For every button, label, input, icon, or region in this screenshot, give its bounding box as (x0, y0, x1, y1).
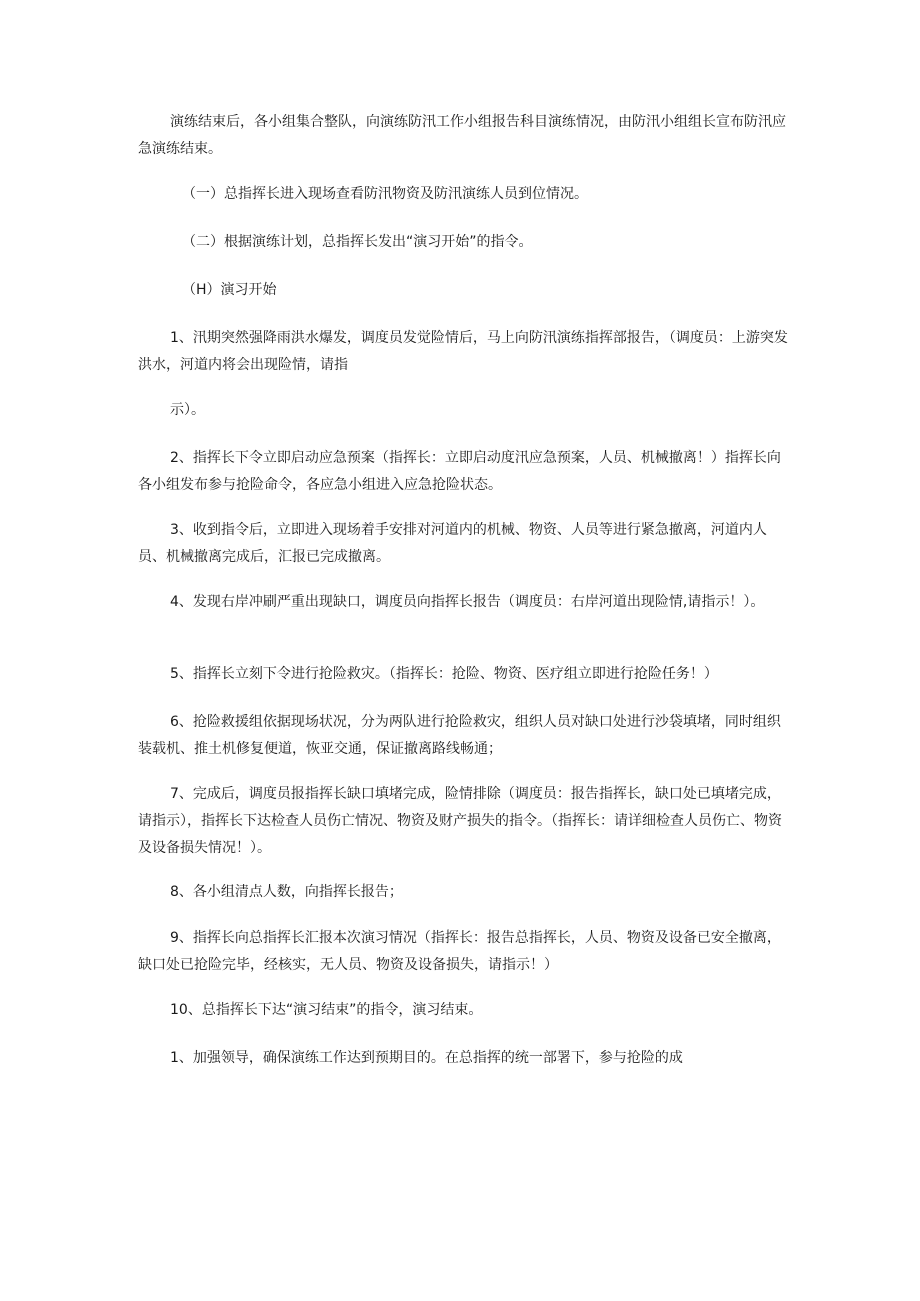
paragraph-item-6: 6、抢险救援组依据现场状况，分为两队进行抢险救灾，组织人员对缺口处进行沙袋填堵，同时组织装载机、推土机修复便道，恢亚交通，保证撤离路线畅通； (138, 714, 781, 757)
paragraph-item-10: 10、总指挥长下达“演习结束”的指令，演习结束。 (170, 1002, 483, 1018)
paragraph-step-1: （一）总指挥长进入现场查看防汛物资及防汛演练人员到位情况。 (182, 186, 588, 202)
paragraph-item-2: 2、指挥长下令立即启动应急预案（指挥长：立即启动度汛应急预案，人员、机械撤离！）指挥长向各小组发布参与抢险命令，各应急小组进入应急抢险状态。 (138, 450, 781, 493)
paragraph-item-3: 3、收到指令后，立即进入现场着手安排对河道内的机械、物资、人员等进行紧急撤离，河道内人员、机械撤离完成后，汇报已完成撤离。 (138, 522, 767, 565)
paragraph-step-3-heading: （H）演习开始 (182, 282, 277, 298)
paragraph-step-2: （二）根据演练计划，总指挥长发出“演习开始”的指令。 (182, 234, 533, 250)
paragraph-item-1-continued: 示）。 (170, 402, 205, 418)
paragraph-item-1: 1、汛期突然强降雨洪水爆发，调度员发觉险情后，马上向防汛演练指挥部报告，（调度员：上游突发洪水，河道内将会出现险情，请指 (138, 330, 788, 373)
paragraph-item-5: 5、指挥长立刻下令进行抢险救灾。（指挥长：抢险、物资、医疗组立即进行抢险任务！） (170, 666, 718, 682)
paragraph-drill-end: 演练结束后，各小组集合整队，向演练防汛工作小组报告科目演练情况，由防汛小组组长宣布防汛应急演练结束。 (138, 114, 786, 157)
paragraph-item-7: 7、完成后，调度员报指挥长缺口填堵完成，险情排除（调度员：报告指挥长，缺口处已填堵完成，请指示），指挥长下达检查人员伤亡情况、物资及财产损失的指令。（指挥长：请详细检查人员伤亡、物资及设备损失情况！）。 (138, 786, 782, 856)
paragraph-item-4: 4、发现右岸冲刷严重出现缺口，调度员向指挥长报告（调度员：右岸河道出现险情,请指示！）。 (170, 594, 765, 610)
paragraph-item-9: 9、指挥长向总指挥长汇报本次演习情况（指挥长：报告总指挥长，人员、物资及设备已安全撤离，缺口处已抢险完毕，经核实，无人员、物资及设备损失，请指示！） (138, 930, 781, 973)
paragraph-section-2-item-1: 1、加强领导，确保演练工作达到预期目的。在总指挥的统一部署下，参与抢险的成 (170, 1050, 683, 1066)
paragraph-item-8: 8、各小组清点人数，向指挥长报告； (170, 884, 403, 900)
